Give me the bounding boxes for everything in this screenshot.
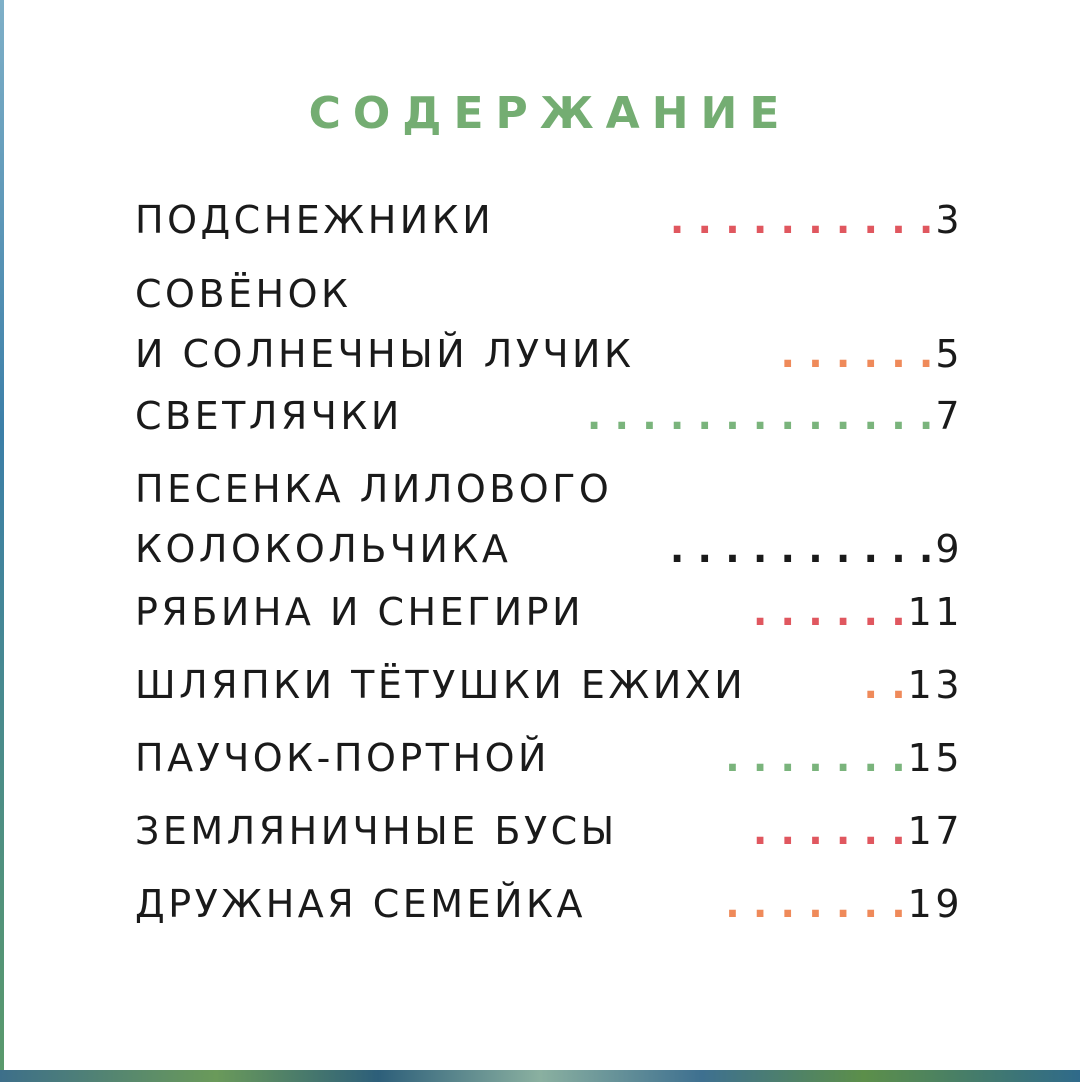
toc-entry-title: ПЕСЕНКА ЛИЛОВОГО (135, 467, 613, 511)
toc-leader-dots: . . . . . . (752, 590, 906, 634)
toc-page-number: 17 (907, 809, 963, 853)
toc-entry (135, 264, 963, 384)
toc-entry-title-continued: КОЛОКОЛЬЧИКА (135, 527, 512, 571)
toc-entry-title: ПАУЧОК-ПОРТНОЙ (135, 736, 550, 780)
toc-entry (135, 386, 963, 446)
toc-entry-title: РЯБИНА И СНЕГИРИ (135, 590, 585, 634)
toc-entry-title: СОВЁНОК (135, 272, 352, 316)
toc-entry-title: СВЕТЛЯЧКИ (135, 394, 403, 438)
toc-entry-title: ШЛЯПКИ ТЁТУШКИ ЕЖИХИ (135, 663, 747, 707)
toc-leader-dots: . . . . . . (780, 332, 934, 376)
toc-leader-dots: . . . . . . . . . . (669, 527, 934, 571)
bottom-illustration-strip (0, 1070, 1080, 1082)
toc-entry-title: ЗЕМЛЯНИЧНЫЕ БУСЫ (135, 809, 618, 853)
toc-page-number: 13 (907, 663, 963, 707)
toc-page-number: 5 (935, 332, 963, 376)
toc-entry (135, 801, 963, 861)
toc-page-number: 15 (907, 736, 963, 780)
toc-page-number: 11 (907, 590, 963, 634)
toc-page-number: 7 (935, 394, 963, 438)
toc-entry-title: ДРУЖНАЯ СЕМЕЙКА (135, 882, 586, 926)
toc-entry-title-continued: И СОЛНЕЧНЫЙ ЛУЧИК (135, 332, 635, 376)
toc-leader-dots: . . . . . . . . . . . . . (586, 394, 934, 438)
toc-leader-dots: . . . . . . . (725, 882, 906, 926)
toc-page-number: 9 (935, 527, 963, 571)
toc-entry (135, 459, 963, 579)
toc-entry (135, 655, 963, 715)
toc-leader-dots: . . . . . . . . . . (669, 198, 934, 242)
toc-page-number: 3 (935, 198, 963, 242)
toc-leader-dots: . . . . . . . (725, 736, 906, 780)
toc-entry (135, 190, 963, 250)
toc-entry (135, 874, 963, 934)
toc-page-number: 19 (907, 882, 963, 926)
toc-entry (135, 582, 963, 642)
page-title: СОДЕРЖАНИЕ (308, 88, 792, 139)
toc-leader-dots: . . (863, 663, 906, 707)
left-page-edge (0, 0, 4, 1082)
toc-entry (135, 728, 963, 788)
toc-leader-dots: . . . . . . (752, 809, 906, 853)
toc-entry-title: ПОДСНЕЖНИКИ (135, 198, 495, 242)
